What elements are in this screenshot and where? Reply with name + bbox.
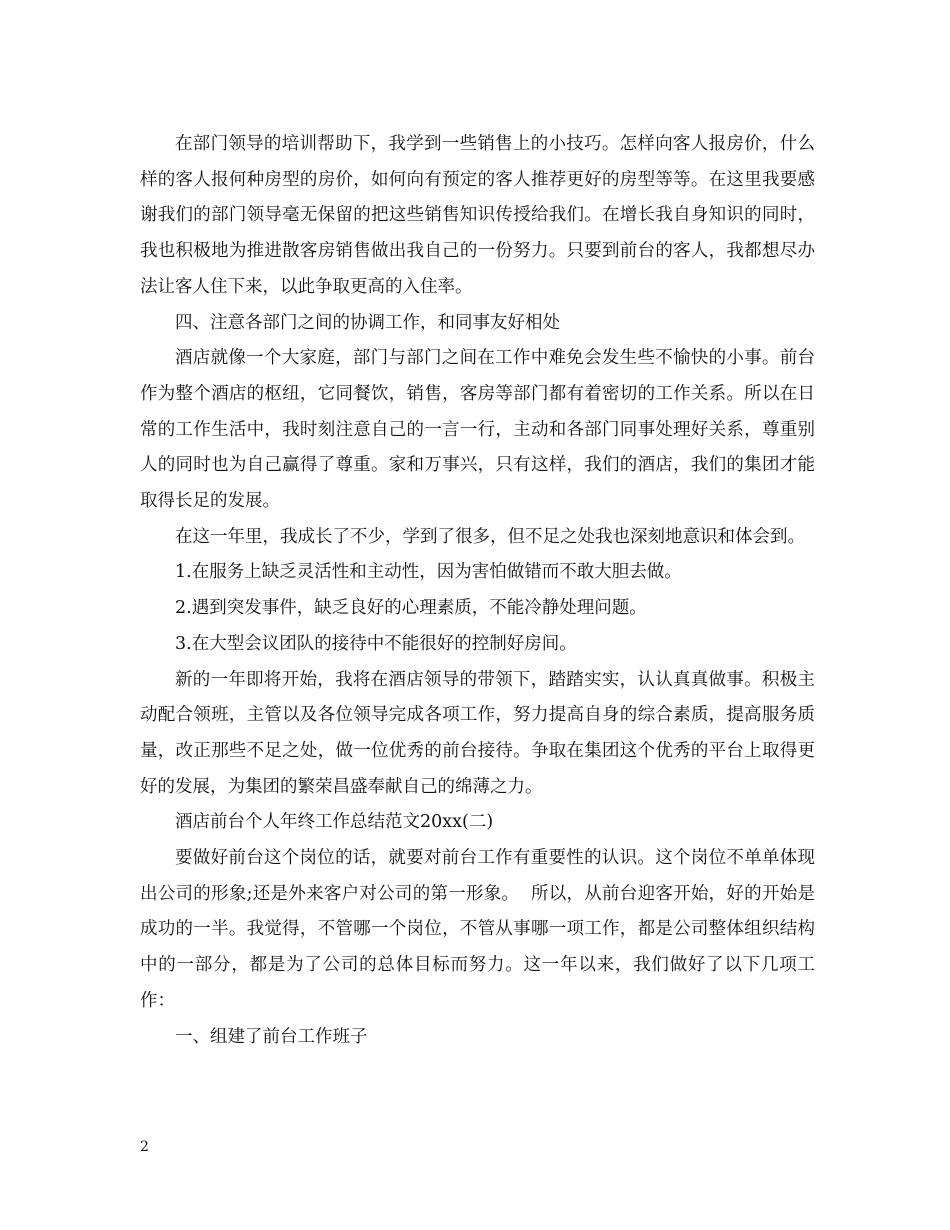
document-body	[140, 127, 815, 1055]
paragraph-sales-training: 在部门领导的培训帮助下，我学到一些销售上的小技巧。怎样向客人报房价，什么样的客人报何种房型的房价，如何向有预定的客人推荐更好的房型等等。在这里我要感谢我们的部门领导毫无保留的把这些销售知识传授给我们。在增长我自身知识的同时，我也积极地为推进散客房销售做出我自己的一份努力。只要到前台的客人，我都想尽办法让客人住下来，以此争取更高的入住率。	[140, 134, 815, 297]
list-item-shortcoming-3: 3.在大型会议团队的接待中不能很好的控制好房间。	[175, 633, 577, 654]
paragraph-front-desk-importance: 要做好前台这个岗位的话，就要对前台工作有重要性的认识。这个岗位不单单体现出公司的形象;还是外来客户对公司的第一形象。 所以，从前台迎客开始，好的开始是成功的一半。我觉得，不管哪一个岗位，不管从事哪一项工作，都是公司整体组织结构中的一部分，都是为了公司的总体目标而努力。这一年以来，我们做好了以下几项工作：	[140, 848, 815, 1011]
list-item-shortcoming-2: 2.遇到突发事件，缺乏良好的心理素质，不能冷静处理问题。	[175, 598, 647, 619]
paragraph-new-year-plan: 新的一年即将开始，我将在酒店领导的带领下，踏踏实实，认认真真做事。积极主动配合领班，主管以及各位领导完成各项工作，努力提高自身的综合素质，提高服务质量，改正那些不足之处，做一位优秀的前台接待。争取在集团这个优秀的平台上取得更好的发展，为集团的繁荣昌盛奉献自己的绵薄之力。	[140, 669, 815, 797]
list-item-shortcoming-1: 1.在服务上缺乏灵活性和主动性，因为害怕做错而不敢大胆去做。	[175, 562, 682, 583]
section-heading-team: 一、组建了前台工作班子	[175, 1026, 368, 1047]
article-title-part-two: 酒店前台个人年终工作总结范文20xx(二)	[175, 812, 494, 833]
section-heading-coordination: 四、注意各部门之间的协调工作，和同事友好相处	[175, 312, 560, 333]
page-number: 2	[140, 1139, 149, 1155]
paragraph-hotel-family: 酒店就像一个大家庭，部门与部门之间在工作中难免会发生些不愉快的小事。前台作为整个酒店的枢纽，它同餐饮，销售，客房等部门都有着密切的工作关系。所以在日常的工作生活中，我时刻注意自己的一言一行，主动和各部门同事处理好关系，尊重别人的同时也为自己赢得了尊重。家和万事兴，只有这样，我们的酒店，我们的集团才能取得长足的发展。	[140, 348, 815, 512]
paragraph-growth: 在这一年里，我成长了不少，学到了很多，但不足之处我也深刻地意识和体会到。	[175, 526, 805, 547]
